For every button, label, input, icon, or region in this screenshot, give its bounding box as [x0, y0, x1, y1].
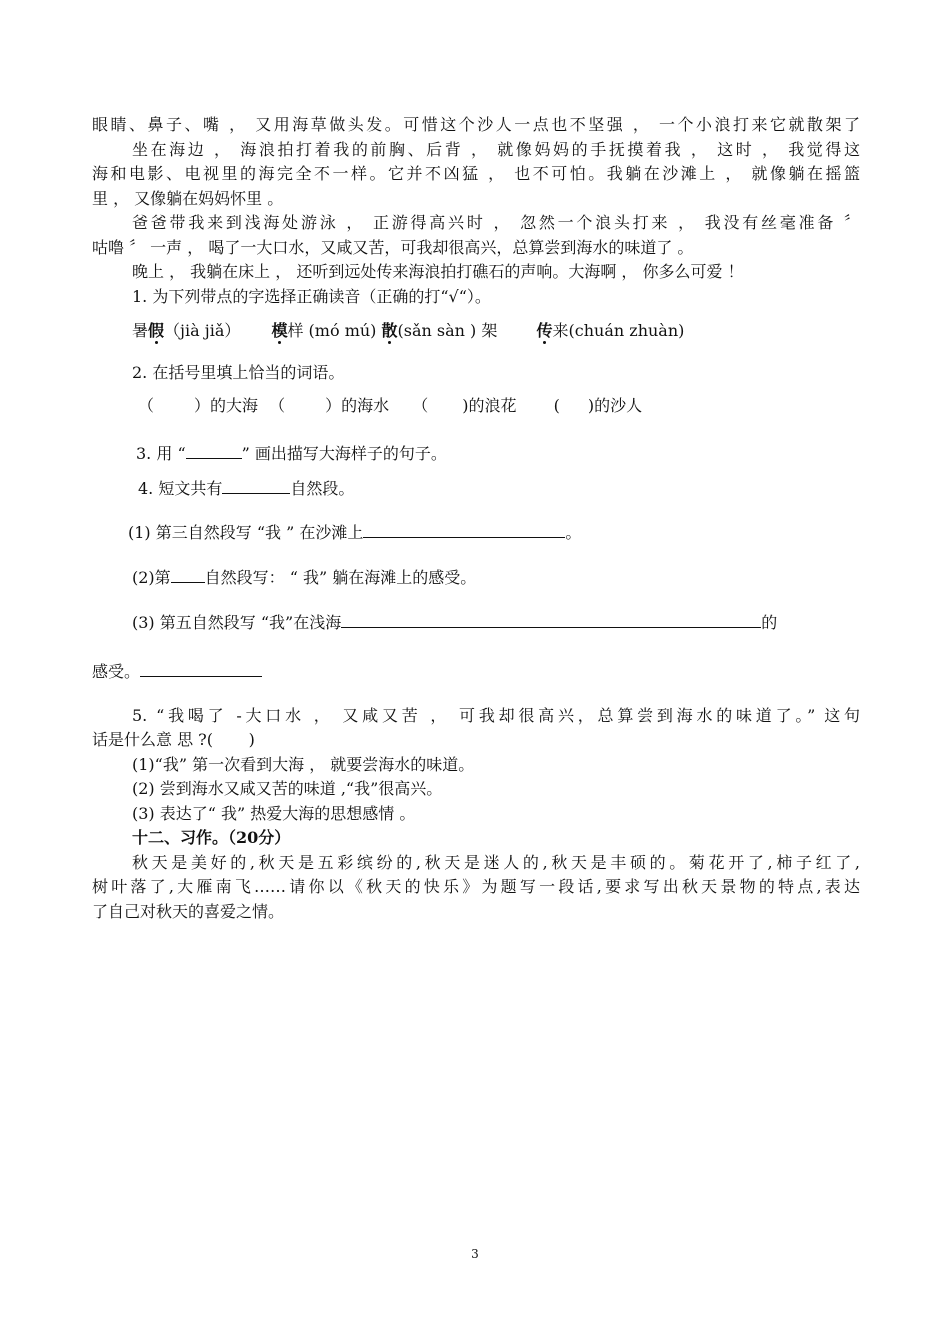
q4-paragraph-count-blank[interactable] — [222, 477, 290, 494]
q2-paren-open-4: ( — [553, 396, 560, 415]
q4-prefix: 4. 短文共有 — [138, 479, 223, 498]
q5-line-1: 5. “我喝了 -大口水 ， 又咸又苦 ， 可我却很高兴，总算尝到海水的味道了。” 这句 — [132, 706, 860, 725]
essay-line-1: 秋天是美好的,秋天是五彩缤纷的,秋天是迷人的,秋天是丰硕的。菊花开了,柿子红了, — [132, 853, 860, 872]
q4-sub3-end: 的 — [761, 613, 778, 632]
q1-word3-options: (sǎn sàn ) — [397, 321, 477, 340]
passage-line-7: 晚上 ， 我躺在床上 ， 还听到远处传来海浪拍打礁石的声响。大海啊 ， 你多么可爱 ！ — [132, 262, 744, 281]
q2-blanks-row — [138, 395, 642, 417]
q1-word2-rest: 样 (mó mú) — [287, 321, 377, 340]
essay-line-2: 树叶落了,大雁南飞……请你以《秋天的快乐》为题写一段话,要求写出秋天景物的特点,表达 — [92, 877, 860, 896]
q2-paren-open-3: （ — [412, 396, 429, 415]
q2-phrase-3: )的浪花 — [462, 396, 517, 415]
q1-word1-dotted-char: 假 — [148, 321, 165, 340]
passage-line-5: 爸爸带我来到浅海处游泳 ， 正游得高兴时 ， 忽然一个浪头打来 ， 我没有丝毫准备 〞 — [132, 213, 860, 232]
q2-prompt: 2. 在括号里填上恰当的词语。 — [132, 363, 345, 382]
q4-suffix: 自然段。 — [290, 479, 355, 498]
q3-prefix: 3. 用 “ — [136, 444, 186, 463]
essay-line-3: 了自己对秋天的喜爱之情。 — [92, 902, 285, 921]
q4-sub3-cont-text: 感受。 — [92, 662, 141, 681]
q1-word2-dotted-char: 模 — [271, 321, 288, 340]
q4-sub3-text: (3) 第五自然段写 “我”在浅海 — [132, 613, 342, 632]
q5-option-2: (2) 尝到海水又咸又苦的味道 ,“我”很高兴。 — [132, 779, 443, 798]
q1-options-row — [132, 320, 684, 342]
q4-sub1-text: (1) 第三自然段写 “我 ” 在沙滩上 — [128, 523, 364, 542]
q4-line — [138, 477, 354, 500]
q4-sub3 — [132, 611, 777, 634]
q4-sub2-prefix: (2)第 — [132, 568, 171, 587]
q1-word3-dotted-char: 散 — [381, 321, 398, 340]
q3-suffix: ” 画出描写大海样子的句子。 — [241, 444, 447, 463]
q4-sub1 — [128, 521, 581, 544]
q4-sub1-end: 。 — [565, 523, 582, 542]
passage-line-1: 眼睛、鼻子、嘴 ， 又用海草做头发。可惜这个沙人一点也不坚强 ， 一个小浪打来它就散架了 — [92, 115, 860, 134]
q3-underline-sample — [186, 442, 242, 459]
q4-sub2-text: 自然段写： “ 我” 躺在海滩上的感受。 — [204, 568, 477, 587]
passage-line-3: 海和电影、电视里的海完全不一样。它并不凶猛 ， 也不可怕。我躺在沙滩上 ， 就像躺在摇篮 — [92, 164, 860, 183]
q4-sub3-blank[interactable] — [341, 611, 761, 628]
q2-phrase-1: ）的大海 — [194, 396, 259, 415]
q4-sub3-cont-blank[interactable] — [140, 660, 262, 677]
q2-phrase-2: ）的海水 — [325, 396, 390, 415]
passage-line-6: 咕噜 〞 一声 ， 喝了一大口水，又咸又苦，可我却很高兴，总算尝到海水的味道了 。 — [92, 238, 694, 257]
q4-sub2 — [132, 566, 476, 589]
q1-word1-prefix: 暑 — [132, 321, 149, 340]
q5-option-1: (1)“我” 第一次看到大海 ， 就要尝海水的味道。 — [132, 755, 475, 774]
q4-sub1-blank[interactable] — [363, 521, 565, 538]
q1-word4-dotted-char: 传 — [536, 321, 553, 340]
q3-line — [136, 442, 447, 465]
q2-paren-open-2: （ — [269, 396, 286, 415]
q5-option-3: (3) 表达了“ 我” 热爱大海的思想感情 。 — [132, 804, 416, 823]
q1-word1-options: （jià jiǎ） — [164, 321, 241, 340]
q1-prompt: 1. 为下列带点的字选择正确读音（正确的打“√“）。 — [132, 287, 491, 306]
q1-word4-rest: 来(chuán zhuàn) — [552, 321, 685, 340]
page-number: 3 — [471, 1247, 479, 1261]
q1-word3-rest: 架 — [481, 321, 498, 340]
passage-line-2: 坐在海边 ， 海浪拍打着我的前胸、后背 ， 就像妈妈的手抚摸着我 ， 这时 ， 我觉得这 — [132, 140, 860, 159]
essay-heading: 十二、习作。（20分） — [132, 828, 291, 847]
q5-line-2: 话是什么意 思 ?( ) — [92, 730, 255, 749]
q4-sub3-continued — [92, 660, 262, 683]
passage-line-4: 里 ， 又像躺在妈妈怀里 。 — [92, 189, 284, 208]
q2-paren-open-1: （ — [138, 396, 155, 415]
q4-sub2-blank[interactable] — [171, 566, 205, 583]
q2-phrase-4: )的沙人 — [587, 396, 643, 415]
